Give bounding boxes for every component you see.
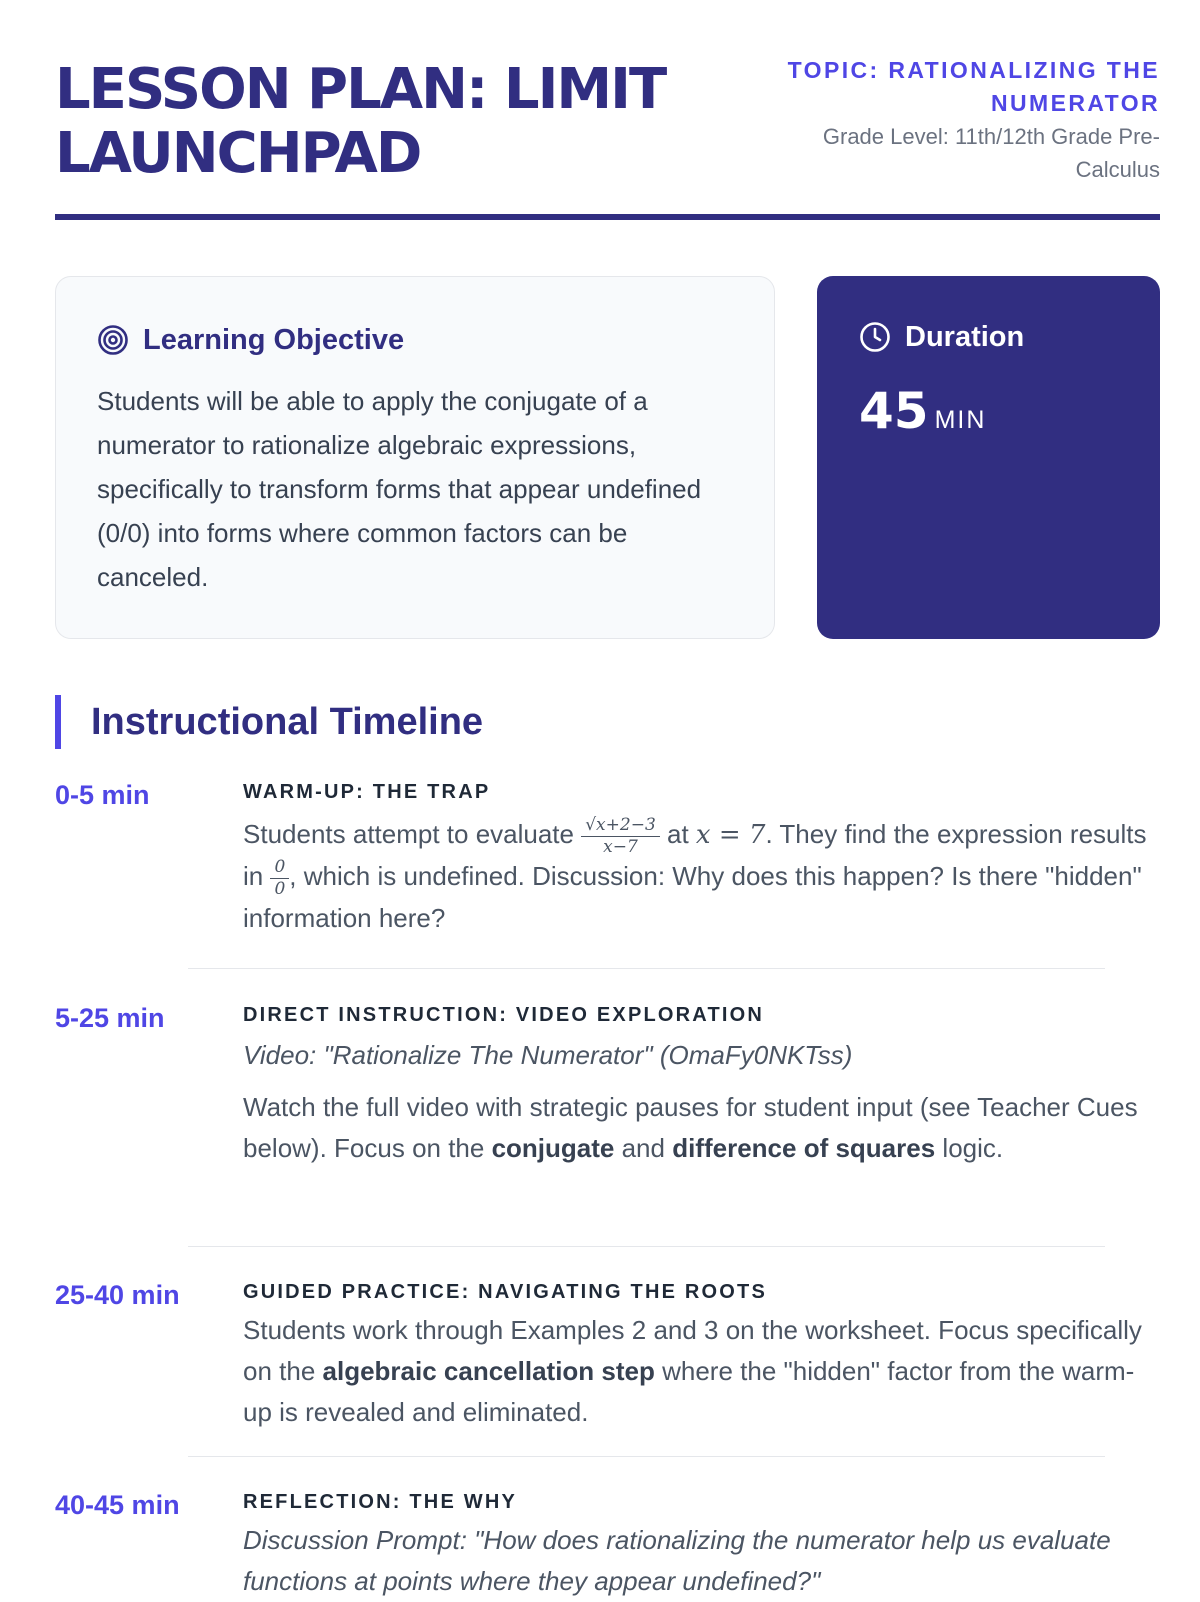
timeline-heading: Instructional Timeline [91,701,484,743]
fraction-denominator: x−7 [603,836,638,857]
math-point: x = 7 [695,820,766,850]
duration-number: 45 [859,382,929,440]
duration-heading: Duration [905,321,1025,353]
row-divider [188,968,1105,969]
objective-text: Students will be able to apply the conjugate of a numerator to rationalize algebraic expressions, specifically to transform forms that appear undefined (0/0) into forms where common factors can be canceled. [97,386,702,592]
row-divider [188,1246,1105,1247]
fraction-denominator: 0 [274,878,286,899]
duration-value [859,381,986,441]
timeline-description [243,1310,1160,1433]
emphasis-text: difference of squares [672,1133,936,1163]
timeline-time: 5-25 min [55,1003,165,1033]
discussion-prompt: Discussion Prompt: "How does rationalizing the numerator help us evaluate functions at points where they appear undefined?" [243,1525,1111,1596]
description-text: logic. [935,1133,1004,1163]
expression-fraction [581,814,660,857]
timeline-step-title: WARM-UP: THE TRAP [243,781,491,803]
timeline-body [243,1278,1160,1433]
timeline-section-header [55,695,483,749]
target-icon [97,324,129,356]
timeline-body [243,778,1160,939]
timeline-step-title: DIRECT INSTRUCTION: VIDEO EXPLORATION [243,1004,765,1026]
timeline-time: 40-45 min [55,1490,180,1520]
fraction-numerator: √x+2−3 [581,817,660,837]
description-text: where the "hidden" factor from the warm-up is revealed and eliminated. [243,1356,1135,1427]
clock-icon [859,321,891,353]
timeline-description [243,814,1160,939]
emphasis-text: conjugate [491,1133,615,1163]
description-text: at [659,819,696,849]
grade-level: Grade Level: 11th/12th Grade Pre-Calculus [822,124,1160,182]
description-text: Watch the full video with strategic pauses for student input (see Teacher Cues below). Focus on the [243,1092,1138,1163]
timeline-time: 25-40 min [55,1280,180,1310]
timeline-body [243,1488,1160,1602]
timeline-body [243,1001,1160,1169]
duration-header [859,320,1024,354]
lesson-meta [740,54,1160,186]
timeline-step-title: REFLECTION: THE WHY [243,1491,518,1513]
page-header [55,52,1160,220]
description-text: and [614,1133,673,1163]
description-text: Students attempt to evaluate [243,819,582,849]
timeline-description [243,1087,1160,1169]
description-text: , which is undefined. Discussion: Why does this happen? Is there "hidden" information here? [243,861,1142,933]
page-title: LESSON PLAN: LIMIT LAUNCHPAD [55,57,666,186]
learning-objective-card [55,276,775,639]
emphasis-text: algebraic cancellation step [322,1356,655,1386]
zero-over-zero-fraction [270,856,289,899]
topic-label: TOPIC: RATIONALIZING THE NUMERATOR [787,57,1160,116]
row-divider [188,1456,1105,1457]
fraction-numerator: 0 [270,859,289,879]
objective-header [97,323,404,357]
description-text: . They find the expression results in [243,819,1147,891]
description-text: Students work through Examples 2 and 3 on the worksheet. Focus specifically on the [243,1315,1142,1386]
duration-card [817,276,1160,639]
timeline-step-title: GUIDED PRACTICE: NAVIGATING THE ROOTS [243,1281,767,1303]
timeline-time: 0-5 min [55,780,150,810]
video-reference: Video: "Rationalize The Numerator" (OmaFy0NKTss) [243,1040,853,1070]
objective-heading: Learning Objective [143,324,405,356]
duration-unit: MIN [934,406,987,434]
